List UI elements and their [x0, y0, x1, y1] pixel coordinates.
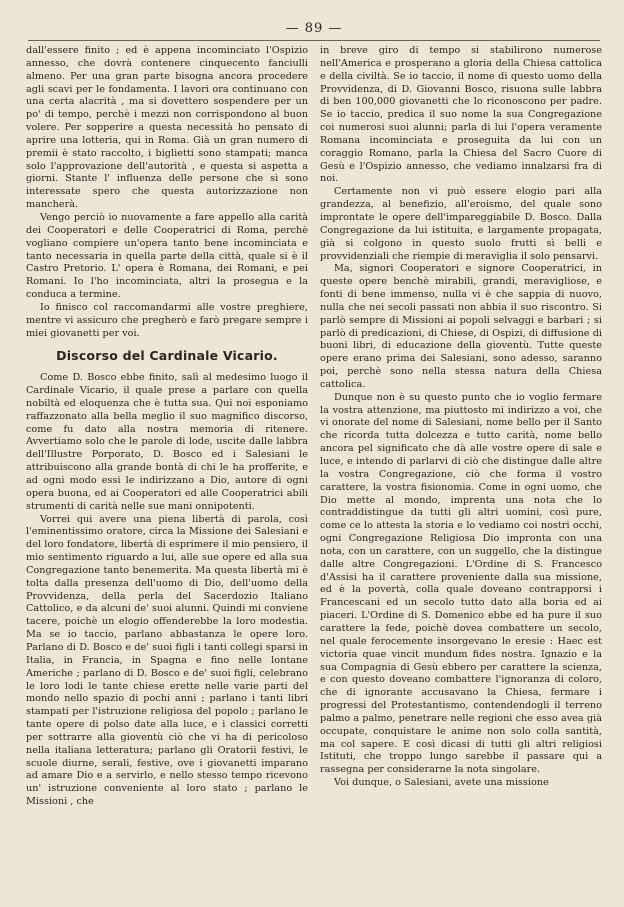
paragraph: Ma, signori Cooperatori e signore Cooperatrici, in queste opere benchè mirabili, grandi, meravigliose, e fonti di bene immenso, nulla vi è che sappia di nuovo, nulla che nei secoli passati non abbia il suo riscontro. Si parlò sempre di Missioni ai popoli selvaggi e barbari ; si parlò di predicazioni, di Chiese, di Ospizi, di diffusione di buoni libri, di educazione della gioventù. Tutte queste opere erano prima dei Salesiani, sono adesso, saranno poi, perchè sono nella stessa natura della Chiesa cattolica.	[320, 263, 602, 390]
right-column	[320, 45, 602, 809]
paragraph: Dunque non è su questo punto che io voglio fermare la vostra attenzione, ma piuttosto mi indirizzo a voi, che vi onorate del nome di Salesiani, nome bello per il Santo che ricorda tutta dolcezza e tutto carità, nome bello ancora pel significato che dà alle vostre opere di sale e luce, e intendo di parlarvi di ciò che distingue dalle altre la vostra Congregazione, ciò che forma il vostro carattere, la vostra fisionomia. Come in ogni uomo, che Dio mette al mondo, imprenta una nota che lo contraddistingue da tutti gli altri uomini, così pure, come ce lo attesta la storia e lo vediamo coi nostri occhi, ogni Congregazione Religiosa Dio impronta con una nota, con un carattere, con un suggello, che la distingue dalle altre Congregazioni. L'Ordine di S. Francesco d'Assisi ha il carattere proveniente dalla sua missione, ed è la povertà, colla quale doveano contrapporsi i Francescani ed un secolo tutto dato alla boria ed ai piaceri. L'Ordine di S. Domenico ebbe ed ha pure il suo carattere la fede, poichè dovea combattere un secolo, nel quale ferocemente insorgevano le eresie : Haec est victoria quae vincit mundum fides nostra. Ignazio e la sua Compagnia di Gesù ebbero per carattere la scienza, e con questo doveano combattere l'ignoranza di coloro, che di ignorante accusavano la Chiesa, fermare i progressi del Protestantismo, contendendogli il terreno palmo a palmo, penetrare nelle regioni che esso avea già occupate, conquistare le anime non solo colla santità, ma col sapere. E così dicasi di tutti gli altri religiosi Istituti, che troppo lungo sarebbe il passare qui a rassegna per considerarne la nota singolare.	[320, 391, 602, 776]
paragraph: Io finisco col raccomandarmi alle vostre preghiere, mentre vi assicuro che pregherò e farò pregare sempre i miei giovanetti per voi.	[26, 301, 308, 339]
paragraph: Come D. Bosco ebbe finito, salì al medesimo luogo il Cardinale Vicario, il quale prese a parlare con quella nobiltà ed eloquenza che è tutta sua. Qui noi esponiamo raffazzonato alla bella meglio il suo magnifico discorso, come fu dato alla nostra memoria di ritenere. Avvertiamo solo che le parole di lode, uscite dalle labbra dell'Illustre Porporato, D. Bosco ed i Salesiani le attribuiscono alla grande bontà di chi le ha profferite, e ad ogni modo essi le indirizzano a Dio, autore di ogni opera buona, ed ai Cooperatori ed alle Cooperatrici abili strumenti di carità nelle sue mani onnipotenti.	[26, 372, 308, 512]
paragraph: in breve giro di tempo si stabilirono numerose nell'America e prosperano a gloria della Chiesa cattolica e della civiltà. Se io taccio, il nome di questo uomo della Provvidenza, di D. Giovanni Bosco, risuona sulle labbra di ben 100,000 giovanetti che lo riconoscono per padre. Se io taccio, predica il suo nome la sua Congregazione coi numerosi suoi alunni; parla di lui l'opera veramente Romana incominciata e proseguita da lui con un coraggio Romano, parla la Chiesa del Sacro Cuore di Gesù e l'Ospizio annesso, che vediamo innalzarsi fra di noi.	[320, 45, 602, 185]
section-title: Discorso del Cardinale Vicario.	[56, 348, 278, 364]
header-rule	[28, 40, 600, 41]
paragraph: Vorrei qui avere una piena libertà di parola, così l'eminentissimo oratore, circa la Missione dei Salesiani e del loro fondatore, libertà di esprimere il mio pensiero, il mio sentimento riguardo a lui, alle sue opere ed alla sua Congregazione tanto benemerita. Ma questa libertà mi è tolta dalla presenza dell'uomo di Dio, dell'uomo della Provvidenza, della perla del Sacerdozio Italiano Cattolico, e da alcuni de' suoi alunni. Quindi mi conviene tacere, poichè un elogio offenderebbe la loro modestia. Ma se io taccio, parlano abbastanza le opere loro. Parlano di D. Bosco e de' suoi figli i tanti collegi sparsi in Italia, in Francia, in Spagna e fino nelle lontane Americhe ; parlano di D. Bosco e de' suoi figli, celebrano le loro lodi le tante chiese erette nelle varie parti del mondo nello spazio di pochi anni ; parlano i tanti libri stampati per l'istruzione religiosa del popolo ; parlano le tante opere di polso date alla luce, e i classici corretti per sottrarre alla gioventù ciò che vi ha di pericoloso nella italiana letteratura; parlano gli Oratorii festivi, le scuole diurne, serali, festive, ove i giovanetti imparano ad amare Dio e a servirlo, e nello stesso tempo ricevono un' istruzione conveniente al loro stato ; parlano le Missioni , che	[26, 513, 308, 808]
paragraph: Voi dunque, o Salesiani, avete una missione	[334, 777, 549, 789]
paragraph: Certamente non vi può essere elogio pari alla grandezza, al benefizio, all'eroismo, del quale sono improntate le opere dell'impareggiabile D. Bosco. Dalla Congregazione da lui istituita, e largamente propagata, già si colgono in questo suolo frutti sì belli e provvidenziali che riempie di meraviglia il solo pensarvi.	[320, 186, 602, 262]
text-columns	[26, 45, 602, 809]
left-column	[26, 45, 308, 809]
page-number: — 89 —	[285, 21, 343, 36]
paragraph: Vengo perciò io nuovamente a fare appello alla carità dei Cooperatori e delle Cooperatrici di Roma, perchè vogliano compiere un'opera tanto bene incominciata e tanto necessaria in quella parte della città, quale si è il Castro Pretorio. L' opera è Romana, dei Romani, e pei Romani. Io l'ho incominciata, altri la prosegua e la conduca a termine.	[26, 211, 308, 301]
paragraph: dall'essere finito ; ed è appena incominciato l'Ospizio annesso, che dovrà contenere cinquecento fanciulli almeno. Per una gran parte bisogna ancora procedere agli scavi per le fondamenta. I lavori ora continuano con una certa alacrità , ma si dovettero sospendere per un po' di tempo, perchè i mezzi non corrispondono al buon volere. Per sopperire a questa necessità ho pensato di aprire una lotteria, qui in Roma. Già un gran numero di premii è stato raccolto, i biglietti sono stampati; manca solo l'approvazione dell'autorità , e questa si aspetta a giorni. Stante l' influenza delle persone che si sono interessate spero che questa autorizzazione non mancherà.	[26, 45, 308, 211]
